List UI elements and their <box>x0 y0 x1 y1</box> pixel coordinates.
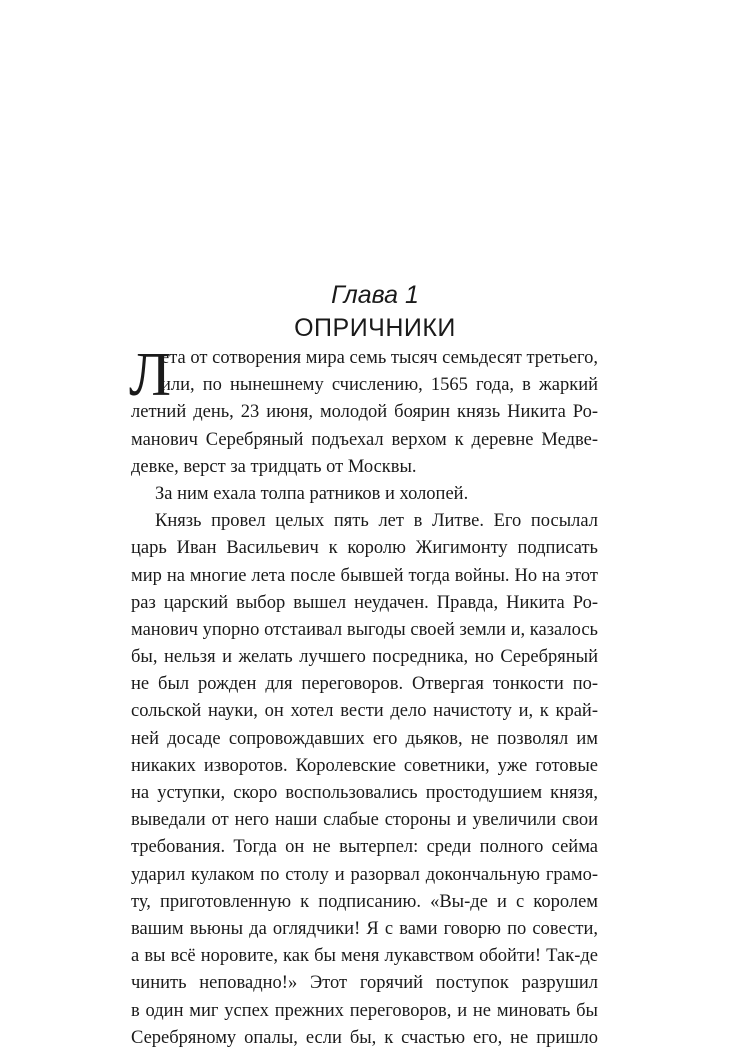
text-line: а вы всё норовите, как бы меня лукавством обойти! Так-де <box>131 946 598 967</box>
chapter-title: ОПРИЧНИКИ <box>294 314 456 342</box>
body-text <box>129 341 598 1052</box>
paragraph-3 <box>131 508 598 1052</box>
paragraph-1 <box>129 341 598 481</box>
text-line: выведали от него наши слабые стороны и увеличили свои <box>131 810 598 831</box>
text-line: раз царский выбор вышел неудачен. Правда, Никита Ро- <box>131 592 598 613</box>
text-line: на уступки, скоро воспользовались простодушием князя, <box>131 783 598 803</box>
paragraph-2 <box>131 481 598 508</box>
drop-cap: Л <box>129 341 172 409</box>
text-line: девке, верст за тридцать от Москвы. <box>131 456 417 477</box>
text-line: бы, нельзя и желать лучшего посредника, но Серебряный <box>131 647 598 668</box>
text-line: ударил кулаком по столу и разорвал докончальную грамо- <box>131 864 598 885</box>
text-line: ту, приготовленную к подписанию. «Вы-де и с королем <box>131 891 598 912</box>
text-line: сольской науки, он хотел вести дело начистоту и, к край- <box>131 701 598 722</box>
text-line: ета от сотворения мира семь тысяч семьдесят третьего, <box>161 348 598 368</box>
text-line: Серебряному опалы, если бы, к счастью его, не пришло <box>131 1027 598 1048</box>
text-line: никаких изворотов. Королевские советники, уже готовые <box>131 755 598 776</box>
text-line: мир на многие лета после бывшей тогда войны. Но на этот <box>131 565 598 586</box>
text-line: царь Иван Васильевич к королю Жигимонту подписать <box>131 538 598 559</box>
text-line: чинить неповадно!» Этот горячий поступок разрушил <box>131 973 598 994</box>
text-line: или, по нынешнему счислению, 1565 года, в жаркий <box>161 375 598 396</box>
text-line: требования. Тогда он не вытерпел: среди полного сейма <box>131 837 598 858</box>
text-line: ней досаде сопровождавших его дьяков, не позволял им <box>131 728 598 749</box>
text-line: За ним ехала толпа ратников и холопей. <box>155 483 469 504</box>
text-line: Князь провел целых пять лет в Литве. Его посылал <box>155 511 598 532</box>
text-line: манович Серебряный подъехал верхом к деревне Медве- <box>131 429 598 450</box>
text-line: летний день, 23 июня, молодой боярин князь Никита Ро- <box>131 402 598 423</box>
text-line: вашим вьюны да оглядчики! Я с вами говорю по совести, <box>131 918 598 939</box>
text-line: манович упорно отстаивал выгоды своей земли и, казалось <box>131 619 598 640</box>
text-line: в один миг успех прежних переговоров, и не миновать бы <box>131 1000 598 1021</box>
chapter-number: Глава 1 <box>331 281 419 309</box>
text-line: не был рожден для переговоров. Отвергая тонкости по- <box>131 674 598 695</box>
